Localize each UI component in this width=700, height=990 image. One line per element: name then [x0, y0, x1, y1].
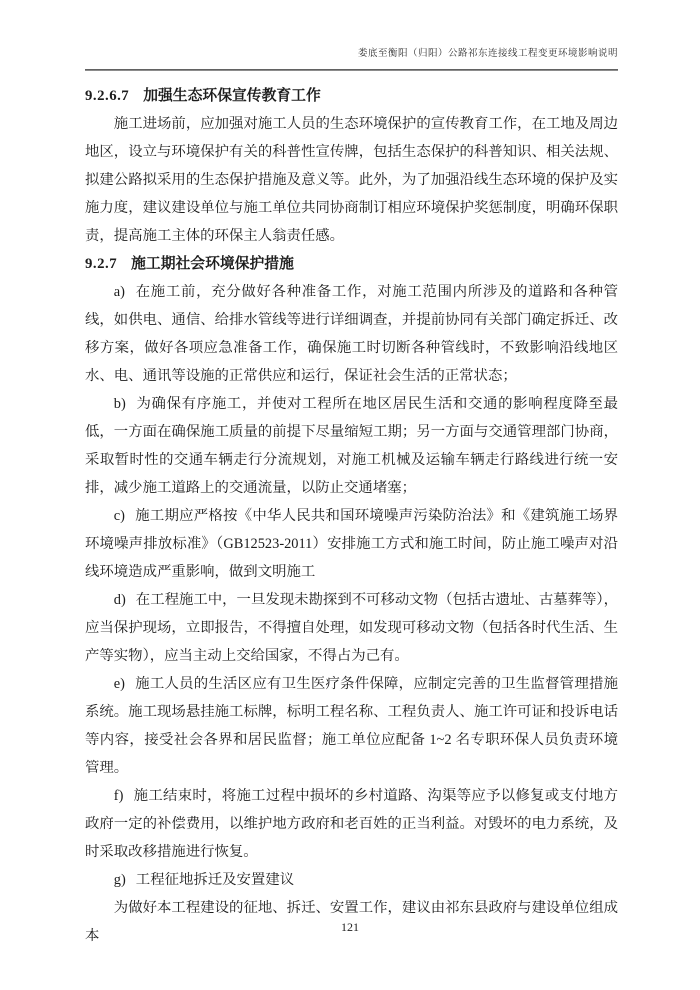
item-text: 在工程施工中，一旦发现未勘探到不可移动文物（包括古遗址、古墓葬等），应当保护现场，立即报告，不得擅自处理，如发现可移动文物（包括各时代生活、生产等实物），应当主动上交给国家，不得占为己有。	[85, 592, 618, 664]
item-label: g)	[113, 872, 126, 888]
list-item-f	[85, 782, 618, 866]
intro-paragraph: 施工进场前，应加强对施工人员的生态环境保护的宣传教育工作，在工地及周边地区，设立与环境保护有关的科普性宣传牌，包括生态保护的科普知识、相关法规、拟建公路拟采用的生态保护措施及意义等。此外，为了加强沿线生态环境的保护及实施力度，建议建设单位与施工单位共同协商制订相应环境保护奖惩制度，明确环保职责，提高施工主体的环保主人翁责任感。	[85, 116, 618, 244]
item-label: e)	[113, 676, 125, 692]
section-title: 加强生态环保宣传教育工作	[143, 88, 321, 104]
running-header: 娄底至衡阳（归阳）公路祁东连接线工程变更环境影响说明	[357, 49, 618, 59]
item-text: 施工结束时，将施工过程中损坏的乡村道路、沟渠等应予以修复或支付地方政府一定的补偿费用，以维护地方政府和老百姓的正当利益。对毁坏的电力系统，及时采取改移措施进行恢复。	[85, 788, 618, 860]
page-footer	[0, 920, 700, 935]
item-label: f)	[113, 788, 124, 804]
list-item-e	[85, 670, 618, 782]
section-number: 9.2.6.7	[85, 88, 130, 104]
section-heading-9-2-7	[85, 250, 618, 278]
list-item-c	[85, 502, 618, 586]
page-number: 121	[341, 920, 359, 934]
item-text: 在施工前，充分做好各种准备工作，对施工范围内所涉及的道路和各种管线，如供电、通信、给排水管线等进行详细调查，并提前协同有关部门确定拆迁、改移方案，做好各项应急准备工作，确保施工时切断各种管线时，不致影响沿线地区水、电、通讯等设施的正常供应和运行，保证社会生活的正常状态；	[85, 284, 618, 384]
item-text: 工程征地拆迁及安置建议	[135, 872, 295, 888]
item-label: c)	[113, 508, 125, 524]
item-text: 施工期应严格按《中华人民共和国环境噪声污染防治法》和《建筑施工场界环境噪声排放标准》（GB12523-2011）安排施工方式和施工时间，防止施工噪声对沿线环境造成严重影响，做到文明施工	[85, 508, 618, 580]
page-content	[85, 82, 618, 950]
list-item-a	[85, 278, 618, 390]
section-number: 9.2.7	[85, 256, 118, 272]
list-item-b	[85, 390, 618, 502]
item-label: a)	[113, 284, 125, 300]
section-heading-9-2-6-7	[85, 82, 618, 110]
header-rule	[85, 69, 618, 71]
closing-paragraph: 为做好本工程建设的征地、拆迁、安置工作，建议由祁东县政府与建设单位组成本	[85, 900, 618, 944]
section-title: 施工期社会环境保护措施	[131, 256, 294, 272]
item-label: b)	[113, 396, 126, 412]
item-label: d)	[113, 592, 126, 608]
item-text: 施工人员的生活区应有卫生医疗条件保障，应制定完善的卫生监督管理措施系统。施工现场悬挂施工标牌，标明工程名称、工程负责人、施工许可证和投诉电话等内容，接受社会各界和居民监督；施工单位应配备 1~2 名专职环保人员负责环境管理。	[85, 676, 618, 776]
item-text: 为确保有序施工，并使对工程所在地区居民生活和交通的影响程度降至最低，一方面在确保施工质量的前提下尽量缩短工期；另一方面与交通管理部门协商，采取暂时性的交通车辆走行分流规划，对施工机械及运输车辆走行路线进行统一安排，减少施工道路上的交通流量，以防止交通堵塞；	[85, 396, 618, 496]
list-item-d	[85, 586, 618, 670]
list-item-g	[85, 866, 618, 894]
